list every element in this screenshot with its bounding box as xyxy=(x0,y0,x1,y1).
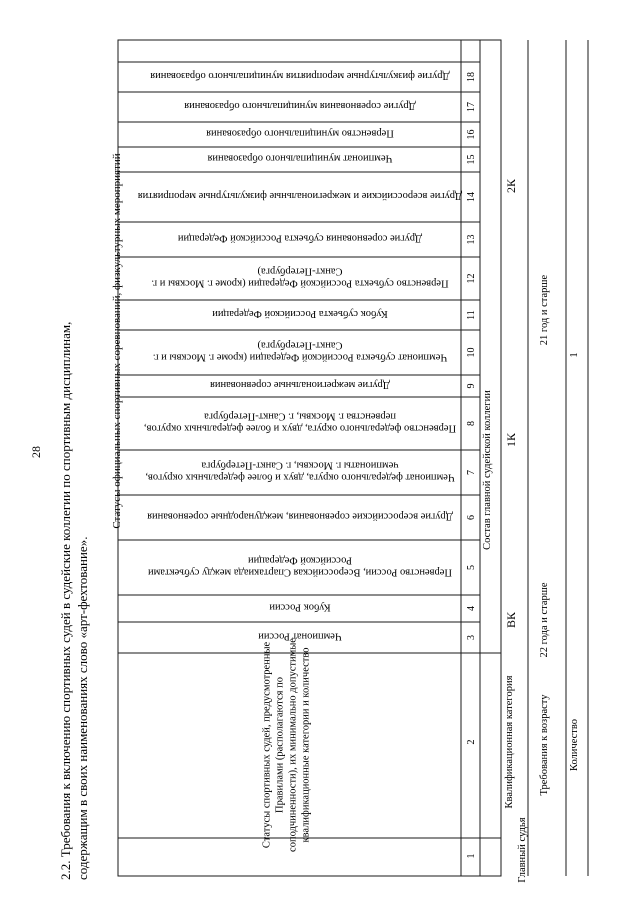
competition-cell xyxy=(184,100,416,111)
column-number: 7 xyxy=(466,470,477,475)
competition-label: Первенство федерального округа, двух и более федеральных округов, xyxy=(143,422,457,434)
competition-cell xyxy=(258,631,342,642)
competition-cell xyxy=(207,153,392,164)
column-number: 4 xyxy=(466,606,477,611)
column-1-label-line: квалификационные категории и количество xyxy=(300,647,312,843)
competition-label: Санкт-Петербурга) xyxy=(257,265,343,277)
column-number: 10 xyxy=(466,347,477,358)
age-value-22: 22 года и старше xyxy=(539,582,550,658)
column-number: 12 xyxy=(466,273,477,284)
row-group-label: Главный судья xyxy=(517,817,528,883)
column-1-label xyxy=(262,638,312,852)
column-number: 3 xyxy=(466,635,477,640)
age-value-21: 21 год и старше xyxy=(539,274,550,346)
column-number: 17 xyxy=(466,102,477,112)
competition-label: Чемпионат субъекта Российской Федерации (кроме г. Москвы и г. xyxy=(152,351,448,363)
competition-label: Кубок России xyxy=(269,601,331,613)
age-label: Требования к возрасту xyxy=(539,694,550,796)
competition-label: Первенство субъекта Российской Федерации (кроме г. Москвы и г. xyxy=(151,277,449,289)
heading-line: 2.2. Требования к включению спортивных судей в судейские коллегии по спортивным дисциплинам, xyxy=(58,321,73,880)
competition-cell xyxy=(151,266,448,289)
competition-label: Первенство муниципального образования xyxy=(206,127,394,139)
competition-label: Другие межрегиональные соревнования xyxy=(210,379,390,390)
competition-label: Другие соревнования субъекта Российской Федерации xyxy=(177,232,423,244)
page-number-scan: 28 xyxy=(29,446,43,458)
column-1-label-line: Правилами (располагаются по xyxy=(274,677,286,813)
competition-label: Другие соревнования муниципального образования xyxy=(184,100,416,111)
sub-header: Состав главной судейской коллегии xyxy=(482,390,493,550)
competition-label: Кубок субъекта Российской Федерации xyxy=(212,308,388,319)
competition-cell xyxy=(150,70,449,81)
competition-label: чемпионаты г. Москвы, г. Санкт-Петербурга xyxy=(201,459,399,471)
competition-label: Первенство России, Всероссийская Спартакиада между субъектами xyxy=(147,566,453,578)
column-number: 13 xyxy=(466,234,477,245)
column-number: 8 xyxy=(466,421,477,426)
competition-label: Санкт-Петербурга) xyxy=(257,339,343,351)
column-number: 5 xyxy=(466,565,477,570)
competition-label: первенства г. Москвы, г. Санкт-Петербурга xyxy=(204,410,396,422)
competition-cell xyxy=(269,602,331,613)
column-number: 18 xyxy=(466,72,477,82)
competition-cell xyxy=(145,460,454,483)
column-number: 6 xyxy=(466,515,477,520)
count-value: 1 xyxy=(569,352,580,358)
competition-cell xyxy=(153,340,447,363)
competition-label: Чемпионат федерального округа, двух и более федеральных округов, xyxy=(145,471,455,483)
column-1-label-line: соподчиненности), их минимально допустимые xyxy=(287,638,299,852)
competition-cell xyxy=(138,190,462,201)
competition-label: Чемпионат муниципального образования xyxy=(207,152,393,164)
column-number: 16 xyxy=(466,129,477,140)
competition-cell xyxy=(206,128,394,139)
column-number: 15 xyxy=(466,154,477,165)
competition-cell xyxy=(212,308,388,319)
competition-cell xyxy=(210,379,390,390)
column-number: 14 xyxy=(466,192,477,202)
column-number: 11 xyxy=(466,310,477,320)
competition-label: Другие физкультурные мероприятия муниципального образования xyxy=(150,70,450,81)
status-header: Статусы официальных спортивных соревнований, физкультурных мероприятий xyxy=(111,153,123,529)
category-value-vk: ВК xyxy=(504,611,518,629)
category-label: Квалификационная категория xyxy=(504,675,515,809)
competition-label: Российской Федерации xyxy=(248,554,352,566)
competition-label: Чемпионат России xyxy=(258,630,342,642)
count-label: Количество xyxy=(569,718,580,772)
competition-cell xyxy=(148,555,452,578)
column-number: 9 xyxy=(466,383,477,389)
category-value-2k: 2К xyxy=(504,178,518,194)
column-number: 2 xyxy=(466,739,477,745)
competition-cell xyxy=(144,411,456,434)
competition-label: Другие всероссийские и межрегиональные физкультурные мероприятия xyxy=(137,190,463,201)
competition-cell xyxy=(177,233,422,244)
competition-label: Другие всероссийские соревнования, международные соревнования xyxy=(147,510,453,522)
column-1-label-line: Статусы спортивных судей, предусмотренные xyxy=(261,641,273,849)
category-value-1k: 1К xyxy=(504,432,518,448)
column-number: 1 xyxy=(466,853,477,859)
heading-line: содержащим в своих наименованиях слово «арт-фехтование». xyxy=(75,536,90,880)
competition-cell xyxy=(147,511,453,522)
